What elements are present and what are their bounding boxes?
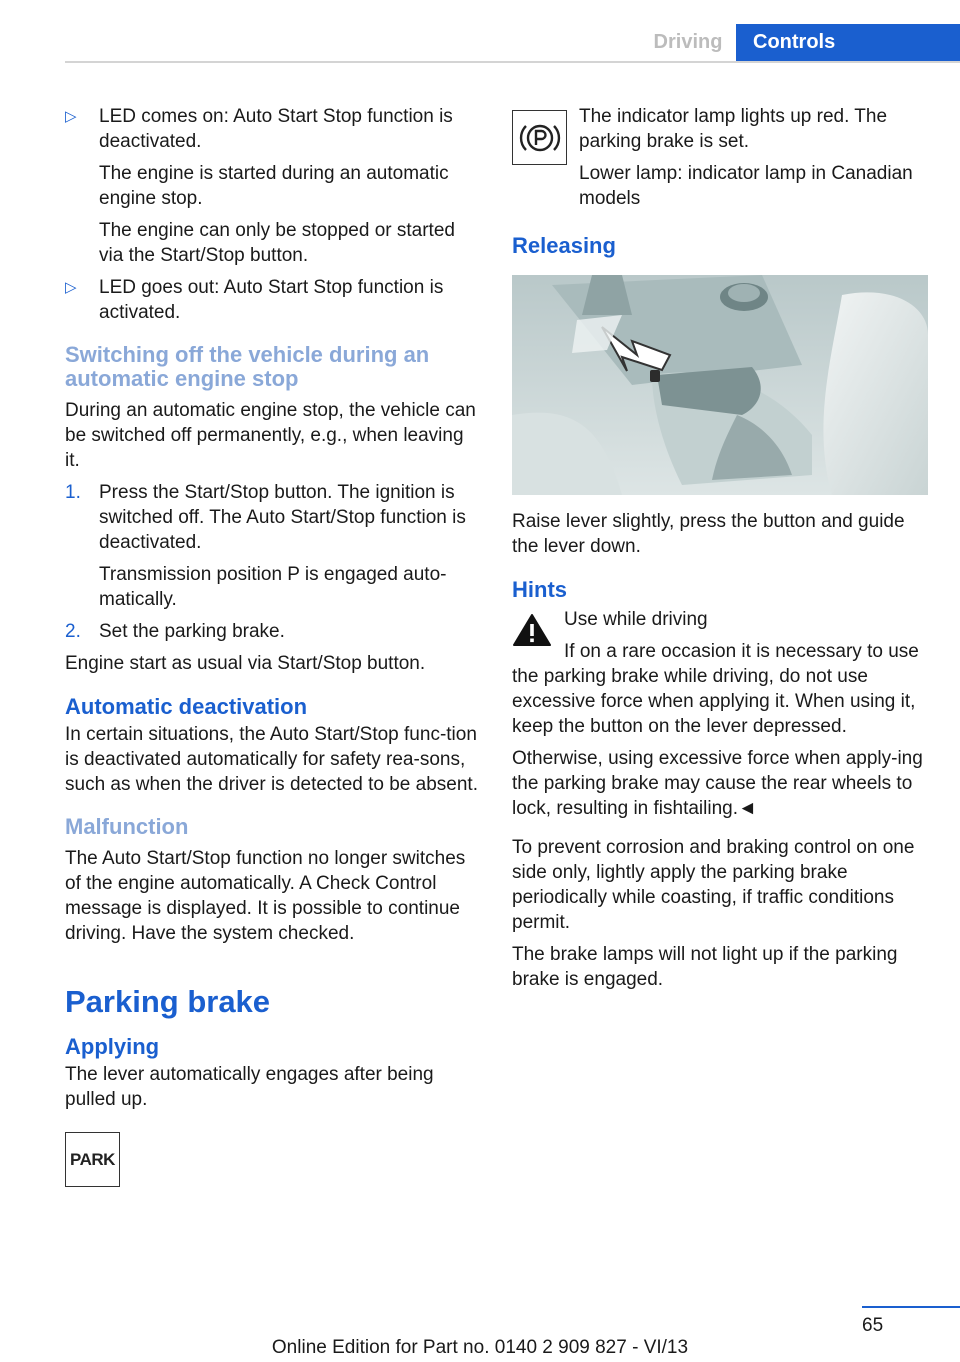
engine-start-text: Engine start as usual via Start/Stop button. (65, 653, 426, 674)
bullet-led-on (65, 104, 483, 268)
park-indicator-icon (65, 1132, 120, 1187)
indicator-lamp-block (512, 104, 932, 211)
bullet-led-off (65, 275, 483, 325)
indicator-text: The indicator lamp lights up red. The parking brake is set. (579, 106, 888, 152)
triangle-bullet-icon: ▷ (65, 279, 77, 296)
warning-text-continued: Otherwise, using excessive force when apply‐ing the parking brake may cause the rear wheels to lock, resulting in fishtailing.◄ (512, 748, 923, 819)
bullet-text: LED comes on: Auto Start Stop function is deactivated. (99, 106, 453, 152)
section-tab-driving[interactable]: Driving (653, 31, 723, 53)
malfunction-heading: Malfunction (65, 814, 189, 839)
auto-deactivation-text: In certain situations, the Auto Start/Stop func‐tion is deactivated automatically for safety rea‐sons, such as when the driver is detected to be absent. (65, 724, 478, 795)
applying-heading: Applying (65, 1034, 160, 1059)
header-rule (65, 61, 960, 63)
bullet-text: The engine is started during an automatic engine stop. (99, 163, 449, 209)
step-number: 1. (65, 482, 81, 503)
park-icon-label: PARK (70, 1150, 115, 1169)
step-2 (65, 619, 483, 644)
corrosion-text: To prevent corrosion and braking control on one side only, lightly apply the parking brake periodically while coasting, if traffic conditions permit. (512, 837, 915, 933)
left-column (65, 104, 483, 1187)
step-text: Press the Start/Stop button. The ignition is switched off. The Auto Start/Stop function is deactivated. (99, 482, 466, 553)
switch-off-heading: Switching off the vehicle during an automatic engine stop (65, 342, 430, 391)
auto-deactivation-heading: Automatic deactivation (65, 694, 308, 719)
parking-brake-heading: Parking brake (65, 984, 271, 1019)
footer-rule (862, 1306, 960, 1308)
warning-triangle-icon (512, 613, 552, 647)
chapter-tab-controls[interactable]: Controls (736, 24, 960, 61)
parking-brake-indicator-icon-graphic (519, 117, 561, 159)
parking-brake-lever-photo (512, 275, 928, 495)
bullet-text: LED goes out: Auto Start Stop function is activated. (99, 277, 444, 323)
applying-text: The lever automatically engages after being pulled up. (65, 1064, 434, 1110)
page-number: 65 (862, 1315, 884, 1336)
brake-lamps-text: The brake lamps will not light up if the parking brake is engaged. (512, 944, 898, 990)
switch-off-intro: During an automatic engine stop, the vehicle can be switched off permanently, e.g., when leaving it. (65, 400, 476, 471)
warning-text (512, 639, 932, 739)
triangle-bullet-icon: ▷ (65, 108, 77, 125)
step-1 (65, 480, 483, 612)
warning-text-content: If on a rare occasion it is necessary to use the parking brake while driving, do not use excessive force when applying it. When using it, keep the button on the lever depressed. (512, 641, 919, 737)
malfunction-text: The Auto Start/Stop function no longer switches of the engine automatically. A Check Control message is displayed. It is possible to continue driving. Have the system checked. (65, 848, 466, 944)
bullet-text: The engine can only be stopped or started via the Start/Stop button. (99, 220, 455, 266)
parking-brake-indicator-icon (512, 110, 567, 165)
right-column (512, 104, 932, 999)
step-number: 2. (65, 621, 81, 642)
hints-heading: Hints (512, 577, 567, 602)
releasing-text: Raise lever slightly, press the button and guide the lever down. (512, 511, 905, 557)
step-text: Transmission position P is engaged auto‐matically. (99, 564, 447, 610)
warning-title: Use while driving (564, 609, 708, 630)
indicator-text-canada-line: Lower lamp: indicator lamp in Canadian models (579, 163, 913, 209)
releasing-heading: Releasing (512, 233, 616, 258)
edition-footer: Online Edition for Part no. 0140 2 909 827 - VI/13 (271, 1337, 689, 1358)
warning-block (512, 607, 932, 739)
step-text: Set the parking brake. (99, 621, 285, 642)
